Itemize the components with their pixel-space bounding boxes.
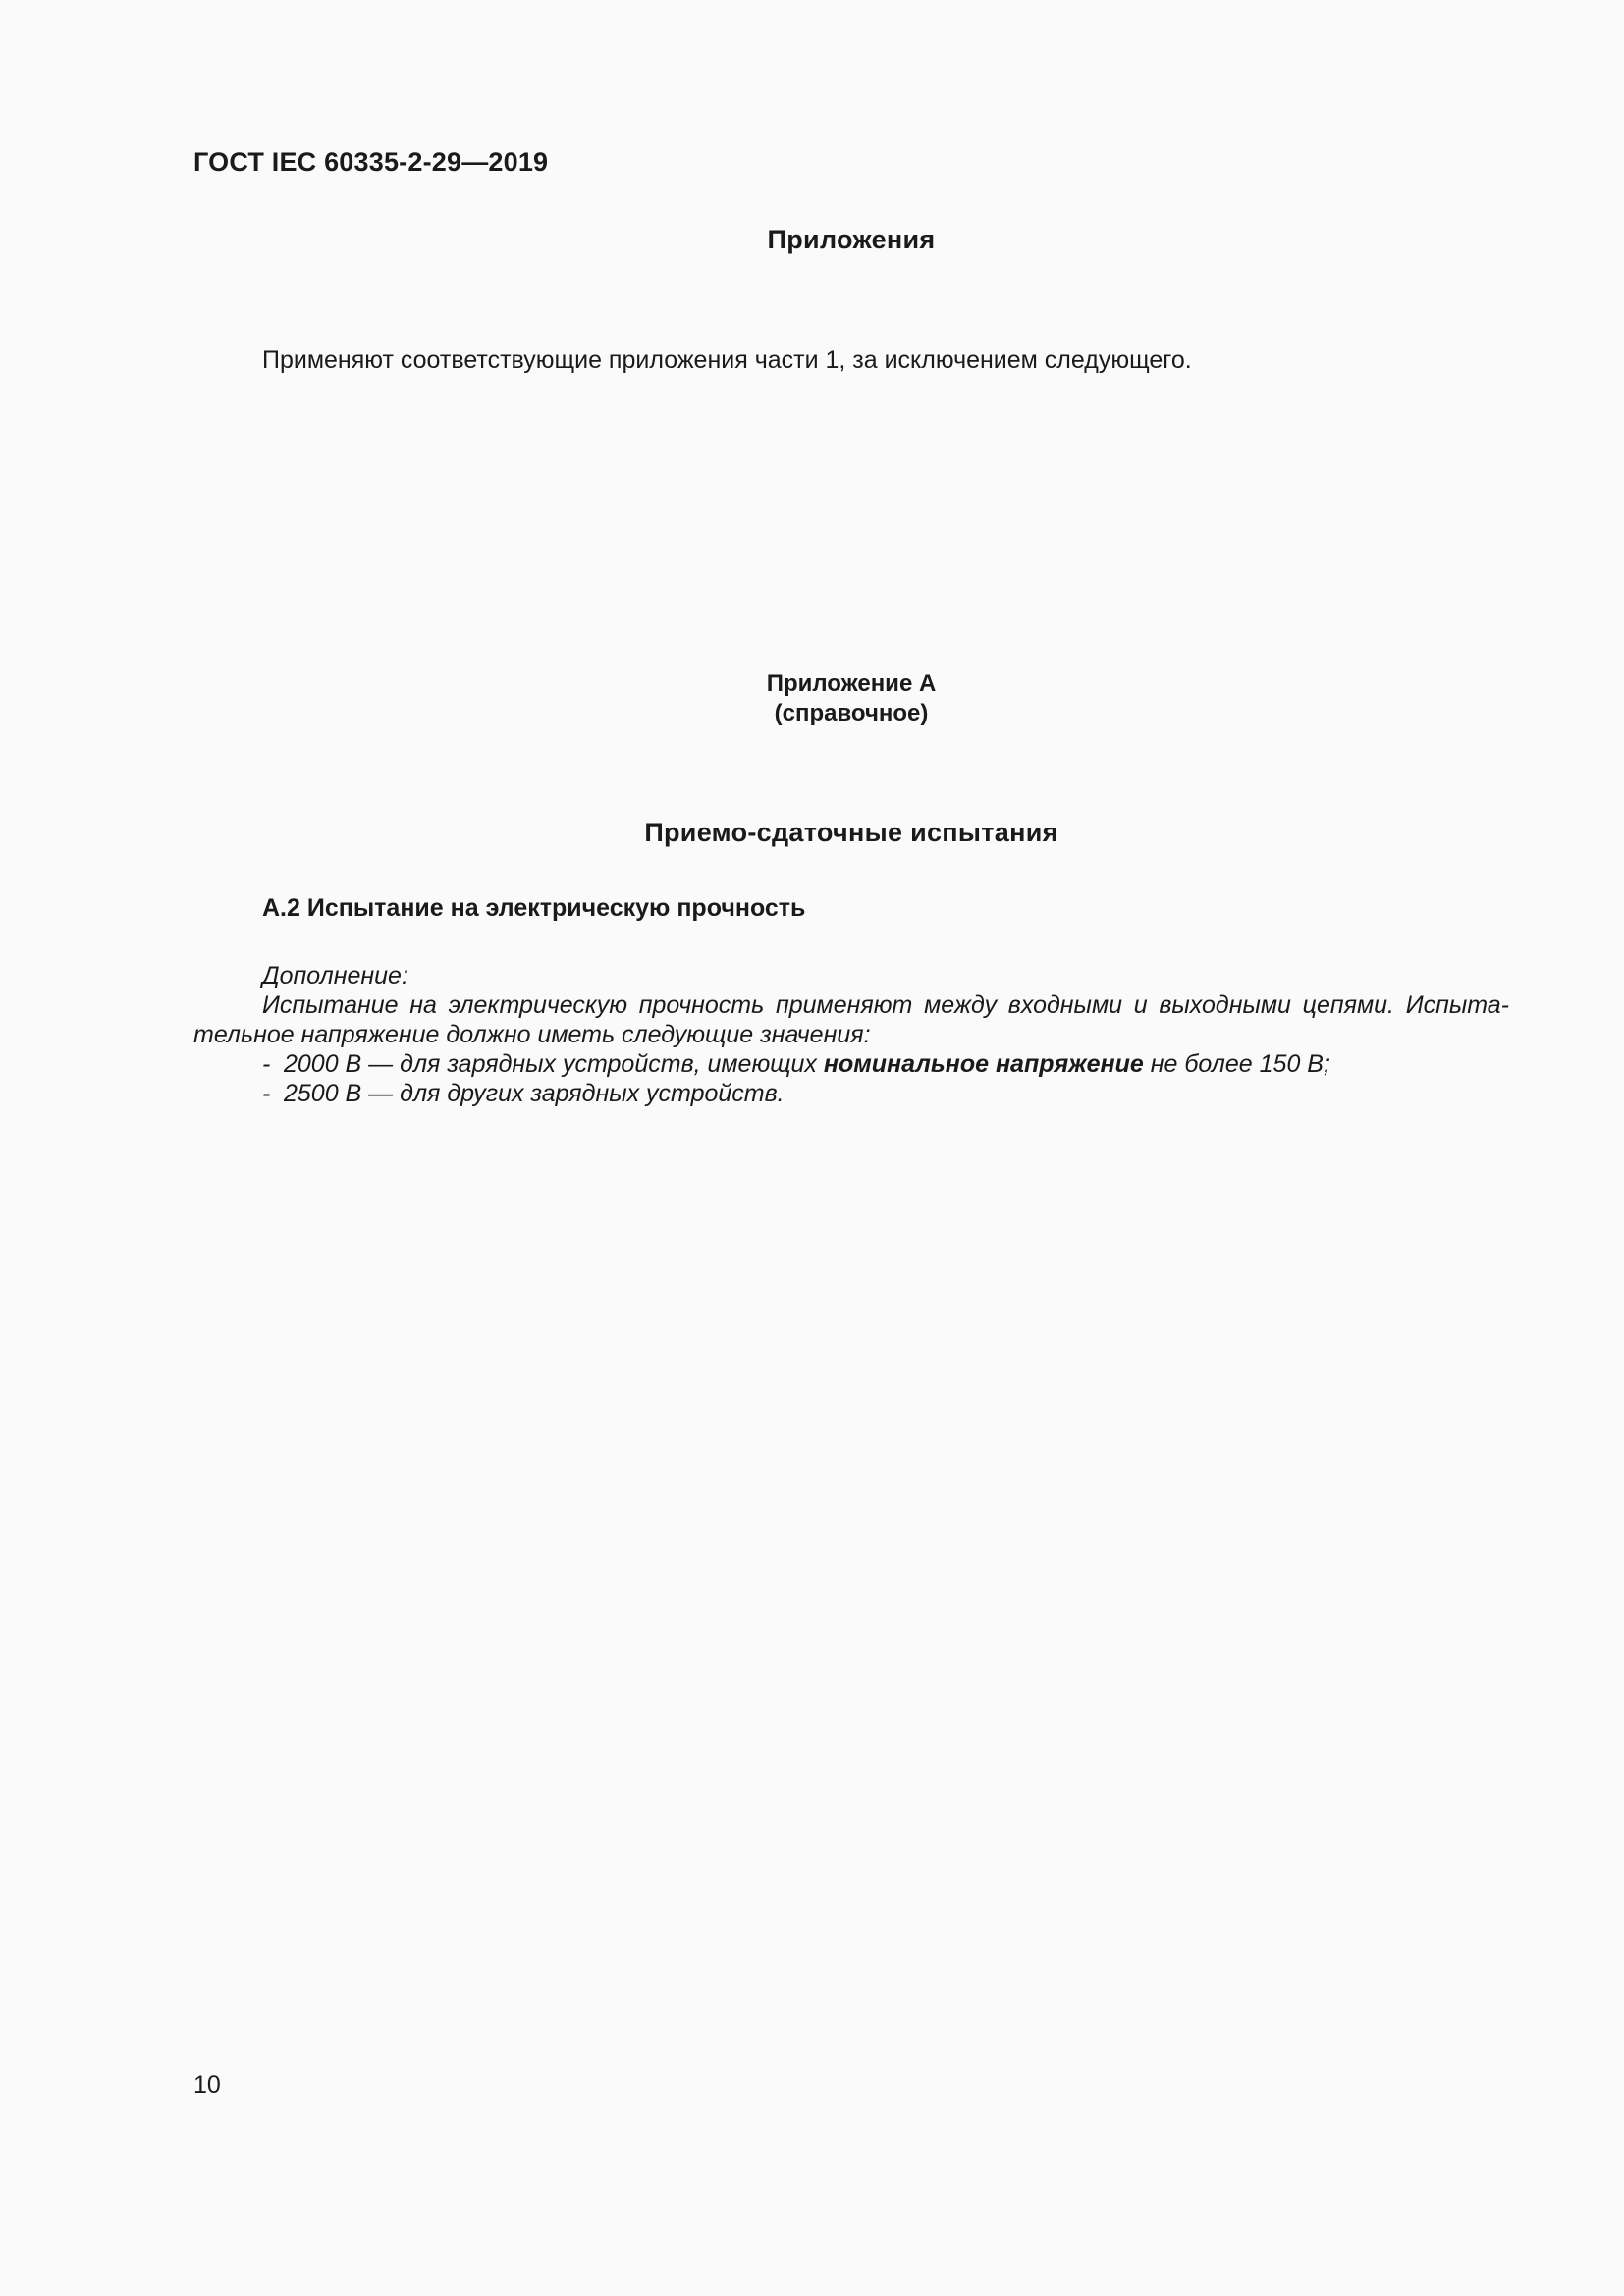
- list-item-text-after: не более 150 В;: [1143, 1050, 1330, 1078]
- clause-body: [193, 961, 1509, 1108]
- document-header: ГОСТ IEC 60335-2-29—2019: [193, 147, 549, 177]
- annex-a-title: [193, 669, 1509, 728]
- annex-a-title-line1: Приложение А: [766, 670, 937, 697]
- list-item-bold-term: номинальное напряжение: [823, 1050, 1144, 1078]
- list-item-text: 2500 В — для других зарядных устройств.: [284, 1080, 785, 1107]
- list-item: [193, 1079, 1509, 1108]
- annex-a-heading: Приемо-сдаточные испытания: [644, 818, 1058, 847]
- list-dash: -: [262, 1050, 271, 1078]
- list-dash: -: [262, 1080, 271, 1107]
- page-number: 10: [193, 2071, 221, 2099]
- clause-paragraph: Испытание на электрическую прочность применяют между входными и выходными цепями. Испыта-тельное напряжение должно иметь следующие значения:: [193, 991, 1509, 1048]
- list-item-text-before: 2000 В — для зарядных устройств, имеющих: [284, 1050, 824, 1078]
- list-item: [193, 1049, 1509, 1079]
- annex-a-title-line2: (справочное): [774, 700, 929, 726]
- addition-label: Дополнение:: [262, 962, 408, 989]
- annexes-title: Приложения: [767, 225, 936, 254]
- intro-paragraph: Применяют соответствующие приложения части 1, за исключением следующего.: [262, 347, 1192, 374]
- clause-heading: А.2 Испытание на электрическую прочность: [262, 894, 806, 922]
